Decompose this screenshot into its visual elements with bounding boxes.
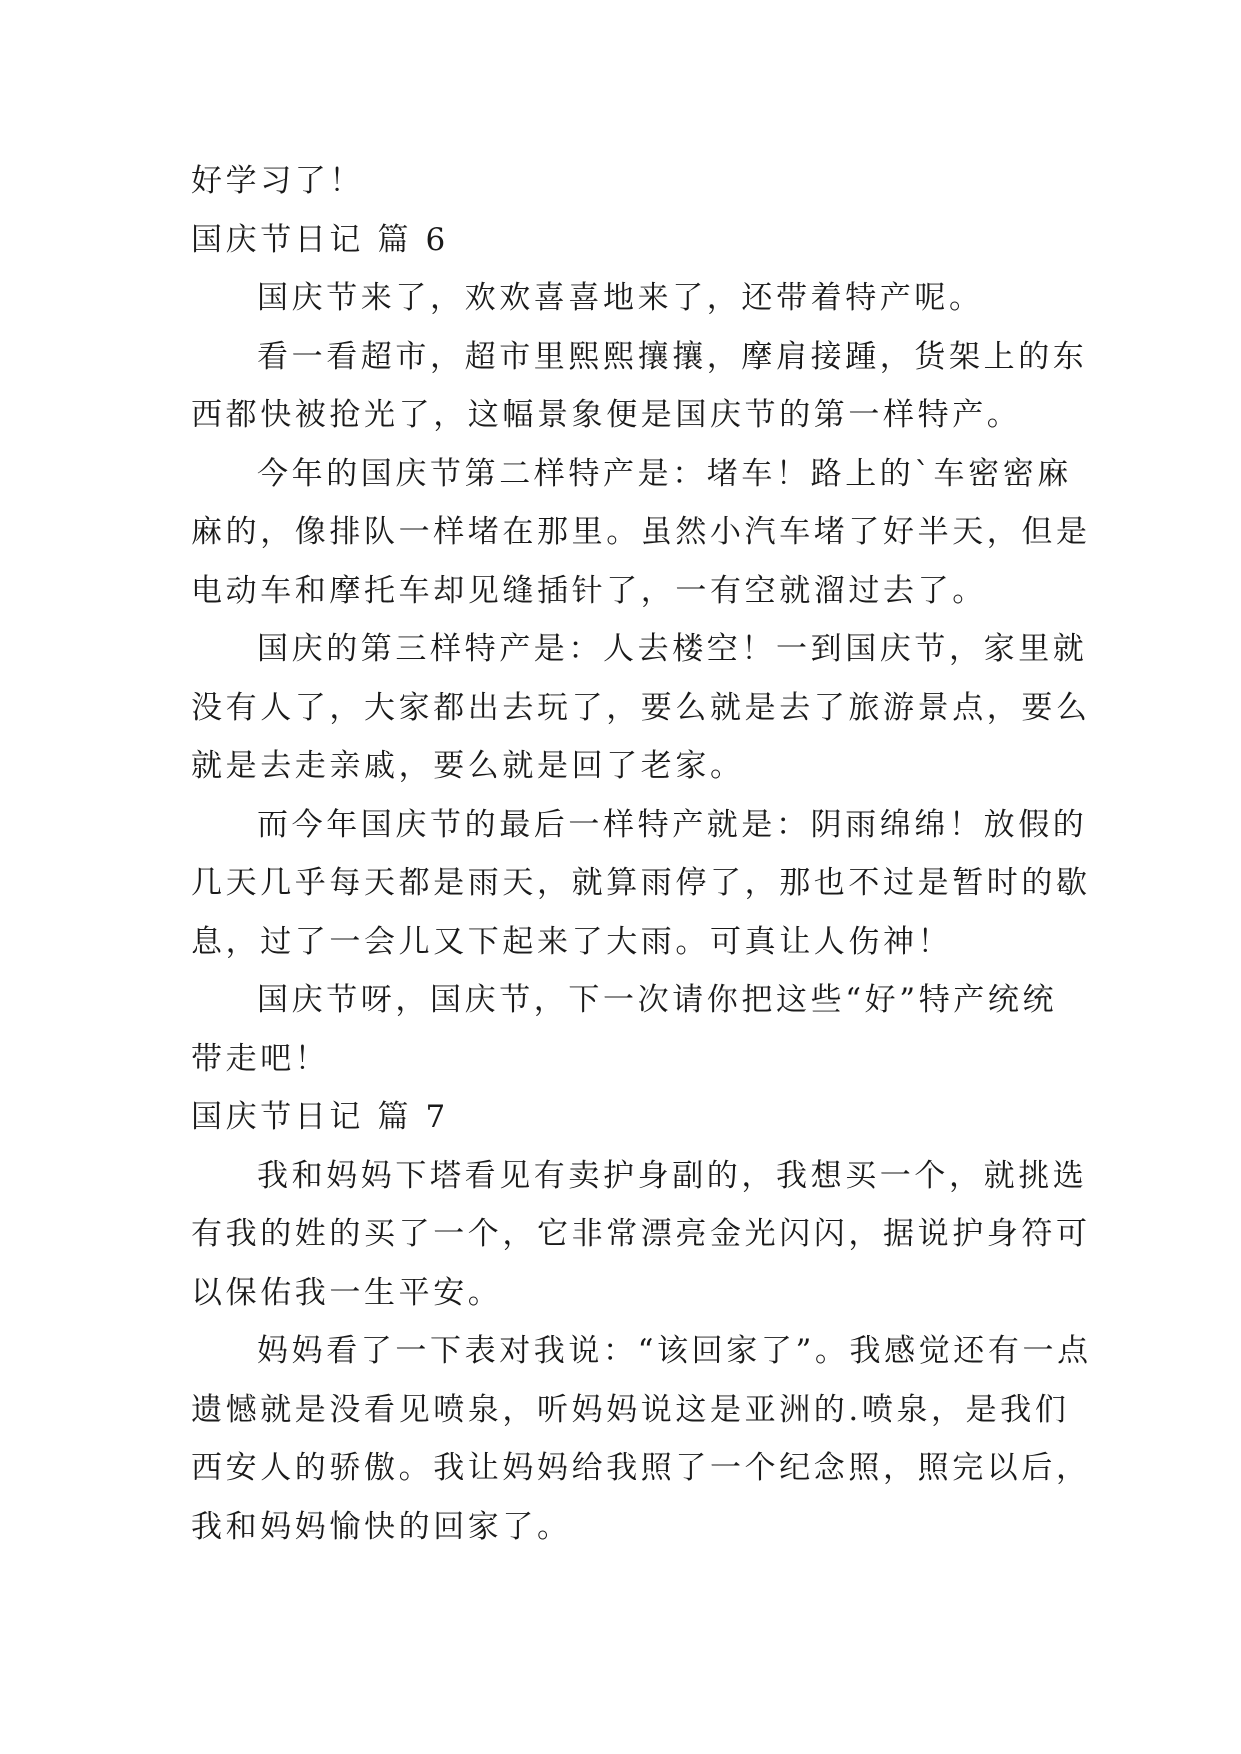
paragraph-line: 电动车和摩托车却见缝插针了，一有空就溜过去了。 [191,572,987,609]
document-body [191,152,1092,1556]
paragraph-line: 妈妈看了一下表对我说：“该回家了”。我感觉还有一点 [257,1333,1092,1369]
paragraph-line: 以保佑我一生平安。 [191,1274,503,1311]
paragraph-line: 就是去走亲戚，要么就是回了老家。 [191,748,745,784]
paragraph-line: 没有人了，大家都出去玩了，要么就是去了旅游景点，要么 [191,689,1091,726]
section-heading-7: 国庆节日记 篇 7 [191,1099,449,1135]
paragraph-line: 麻的，像排队一样堵在那里。虽然小汽车堵了好半天，但是 [191,514,1091,550]
paragraph-line: 带走吧！ [191,1040,330,1077]
text-line-continuation: 好学习了！ [191,163,364,199]
paragraph-line: 我和妈妈愉快的回家了。 [191,1508,572,1545]
paragraph-line: 西都快被抢光了，这幅景象便是国庆节的第一样特产。 [191,397,1022,433]
paragraph-line: 而今年国庆节的最后一样特产就是：阴雨绵绵！放假的 [257,806,1088,843]
paragraph-line: 今年的国庆节第二样特产是：堵车！路上的`车密密麻 [257,455,1072,492]
paragraph-line: 国庆的第三样特产是：人去楼空！一到国庆节，家里就 [257,631,1088,667]
paragraph-line: 国庆节来了，欢欢喜喜地来了，还带着特产呢。 [257,280,984,316]
paragraph-line: 我和妈妈下塔看见有卖护身副的，我想买一个，就挑选 [257,1157,1088,1194]
paragraph-line: 有我的姓的买了一个，它非常漂亮金光闪闪，据说护身符可 [191,1216,1091,1252]
section-heading-6: 国庆节日记 篇 6 [191,221,449,258]
paragraph-line: 西安人的骄傲。我让妈妈给我照了一个纪念照，照完以后， [191,1450,1091,1486]
paragraph-line: 息，过了一会儿又下起来了大雨。可真让人伤神！ [191,923,953,960]
paragraph-line: 看一看超市，超市里熙熙攘攘，摩肩接踵，货架上的东 [257,338,1088,375]
paragraph-line: 几天几乎每天都是雨天，就算雨停了，那也不过是暂时的歇 [191,865,1091,901]
paragraph-line: 国庆节呀，国庆节，下一次请你把这些“好”特产统统 [257,982,1058,1018]
paragraph-line: 遗憾就是没看见喷泉，听妈妈说这是亚洲的.喷泉，是我们 [191,1391,1070,1428]
